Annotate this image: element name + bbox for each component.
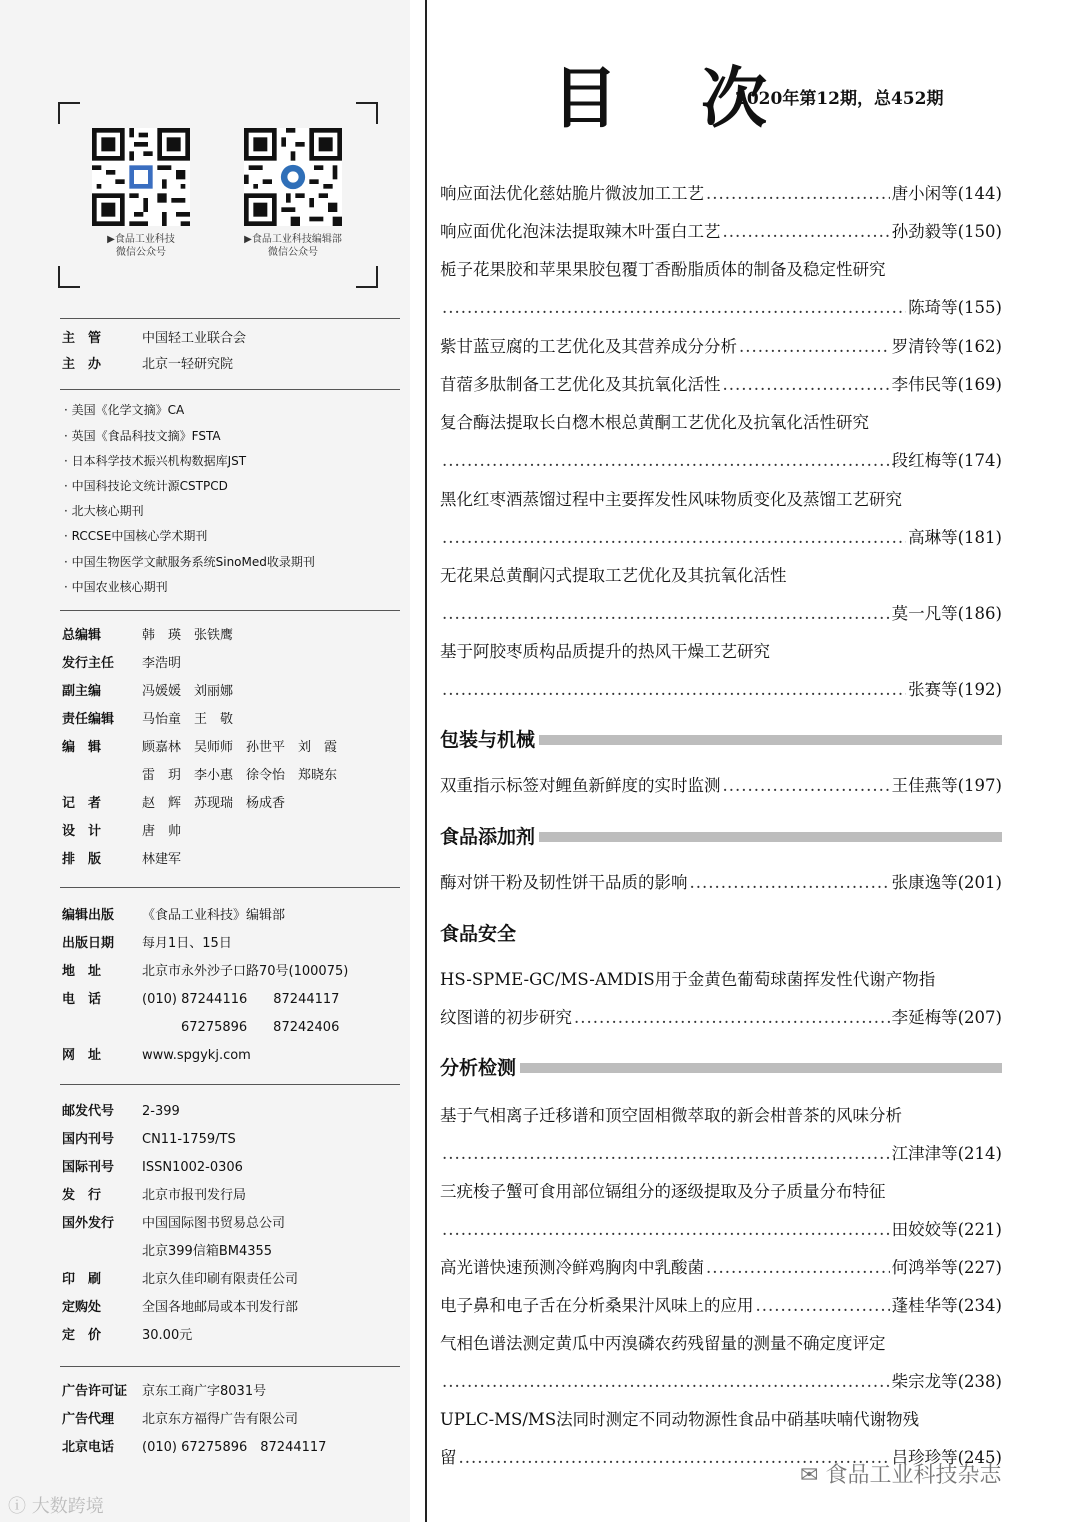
- indexing-item: · 中国科技论文统计源CSTPCD: [64, 479, 228, 493]
- toc-author-page: 莫一凡等(186): [891, 604, 1002, 623]
- toc-title: 电子鼻和电子舌在分析桑果汁风味上的应用: [440, 1296, 754, 1315]
- toc-author-page: 陈琦等(155): [908, 298, 1002, 317]
- distribution-row: [62, 1271, 298, 1289]
- publish-row: [62, 1047, 251, 1065]
- toc-entry[interactable]: [440, 1294, 1002, 1318]
- toc-entry[interactable]: [440, 182, 1002, 206]
- distribution-row: [62, 1159, 243, 1177]
- qr-caption-line: ▶食品工业科技: [107, 234, 175, 245]
- toc-title: 高光谱快速预测冷鲜鸡胸肉中乳酸菌: [440, 1258, 704, 1277]
- leader-dots: [442, 602, 890, 626]
- section-heading: [440, 727, 1002, 753]
- distribution-row: [62, 1299, 298, 1317]
- info-key: 北京电话: [62, 1440, 115, 1455]
- info-value: 67275896 87242406: [142, 1020, 340, 1035]
- leader-dots: [706, 1256, 890, 1280]
- toc-title: 基于阿胶枣质构品质提升的热风干燥工艺研究: [440, 642, 770, 661]
- leader-dots: [442, 296, 906, 320]
- toc-entry[interactable]: [440, 1104, 1002, 1166]
- watermark-right: [800, 1458, 1001, 1489]
- leader-dots: [442, 1370, 890, 1394]
- toc-title: 响应面法优化慈姑脆片微波加工工艺: [440, 184, 704, 203]
- toc-title: 气相色谱法测定黄瓜中丙溴磷农药残留量的测量不确定度评定: [440, 1334, 886, 1353]
- info-value: 赵 辉 苏现瑞 杨成香: [142, 796, 286, 811]
- info-value: 北京久佳印刷有限责任公司: [142, 1272, 299, 1287]
- staff-row: [62, 795, 285, 813]
- info-key: 印 刷: [62, 1272, 102, 1287]
- section-label: 食品添加剂: [440, 824, 539, 850]
- issue-number: 2020年第12期，总452期: [735, 89, 944, 109]
- column-divider: [425, 0, 427, 1522]
- info-key: 排 版: [62, 852, 102, 867]
- toc-entry[interactable]: [440, 488, 1002, 550]
- info-value: 李浩明: [142, 656, 182, 671]
- indexing-item: · 中国农业核心期刊: [64, 580, 168, 594]
- watermark-text: 食品工业科技杂志: [825, 1463, 1002, 1488]
- staff-row: [62, 851, 181, 869]
- leader-dots: [690, 871, 890, 895]
- section-label: 包装与机械: [440, 727, 539, 753]
- indexing-item: · 中国生物医学文献服务系统SinoMed收录期刊: [64, 555, 315, 569]
- info-value: 林建军: [142, 852, 182, 867]
- leader-dots: [442, 449, 890, 473]
- info-value: 30.00元: [142, 1328, 193, 1343]
- watermark-text: 大数跨境: [31, 1496, 104, 1517]
- toc-author-page: 李延梅等(207): [891, 1008, 1002, 1027]
- divider: [60, 318, 400, 319]
- toc-entry[interactable]: [440, 373, 1002, 397]
- section-label: 食品安全: [440, 921, 520, 947]
- info-value: 冯媛媛 刘丽娜: [142, 684, 234, 699]
- info-value: 顾嘉林 吴师师 孙世平 刘 霞: [142, 740, 338, 755]
- toc-title: 三疣梭子蟹可食用部位镉组分的逐级提取及分子质量分布特征: [440, 1182, 886, 1201]
- toc-entry[interactable]: [440, 968, 1002, 1030]
- info-key: 广告许可证: [62, 1384, 128, 1399]
- ads-row: [62, 1439, 326, 1457]
- weibo-icon: ⓘ: [8, 1496, 32, 1517]
- toc-entry[interactable]: [440, 1256, 1002, 1280]
- info-key: 主 办: [62, 357, 102, 372]
- leader-dots: [442, 1142, 890, 1166]
- divider: [60, 1366, 400, 1367]
- wechat-icon: ✉: [800, 1463, 826, 1488]
- info-value: 北京市永外沙子口路70号(100075): [142, 964, 349, 979]
- leader-dots: [723, 373, 890, 397]
- toc-title: 苜蓿多肽制备工艺优化及其抗氧化活性: [440, 375, 721, 394]
- leader-dots: [706, 182, 890, 206]
- section-bar: [440, 1063, 1002, 1073]
- info-key: 编 辑: [62, 740, 102, 755]
- staff-row: [62, 739, 337, 757]
- toc-entry[interactable]: [440, 220, 1002, 244]
- qr-caption-line: 微信公众号: [268, 247, 318, 258]
- info-value: 全国各地邮局或本刊发行部: [142, 1300, 299, 1315]
- leader-dots: [739, 335, 890, 359]
- info-value: 北京399信箱BM4355: [142, 1244, 273, 1259]
- distribution-row: [62, 1327, 192, 1345]
- distribution-row: [62, 1243, 272, 1261]
- info-value: 北京市报刊发行局: [142, 1188, 247, 1203]
- divider: [60, 389, 400, 390]
- toc-entry[interactable]: [440, 564, 1002, 626]
- staff-row: [62, 711, 233, 729]
- info-value: 北京东方福得广告有限公司: [142, 1412, 299, 1427]
- indexing-item: · 日本科学技术振兴机构数据库JST: [64, 454, 247, 468]
- indexing-item: · 美国《化学文摘》CA: [64, 403, 185, 417]
- info-row: [62, 330, 246, 348]
- toc-author-page: 高琳等(181): [908, 528, 1002, 547]
- info-key: 国内刊号: [62, 1132, 115, 1147]
- info-key: 国际刊号: [62, 1160, 115, 1175]
- info-key: 电 话: [62, 992, 102, 1007]
- toc-author-page: 张康逸等(201): [891, 873, 1002, 892]
- qr-caption: [66, 233, 216, 259]
- toc-title: HS-SPME-GC/MS-AMDIS用于金黄色葡萄球菌挥发性代谢产物指: [440, 970, 936, 989]
- toc-title: 酶对饼干粉及韧性饼干品质的影响: [440, 873, 688, 892]
- masthead-panel: [0, 0, 410, 1522]
- info-key: 定购处: [62, 1300, 102, 1315]
- toc-entry[interactable]: [440, 640, 1002, 702]
- toc-title: 复合酶法提取长白楤木根总黄酮工艺优化及抗氧化活性研究: [440, 413, 869, 432]
- info-key: 发行主任: [62, 656, 115, 671]
- publish-row: [62, 935, 232, 953]
- info-value: 韩 瑛 张铁鹰: [142, 628, 234, 643]
- leader-dots: [442, 1218, 890, 1242]
- section-label: 分析检测: [440, 1055, 520, 1081]
- divider: [60, 1084, 400, 1085]
- qr-code-icon: [92, 128, 190, 226]
- toc-author-page: 何鸿举等(227): [891, 1258, 1002, 1277]
- info-row: [62, 356, 233, 374]
- toc-title: 黑化红枣酒蒸馏过程中主要挥发性风味物质变化及蒸馏工艺研究: [440, 490, 902, 509]
- toc-author-page: 唐小闲等(144): [891, 184, 1002, 203]
- page-title: 目 次: [552, 59, 797, 137]
- watermark-left: [8, 1492, 104, 1518]
- info-key: 地 址: [62, 964, 102, 979]
- staff-row: [62, 823, 181, 841]
- distribution-row: [62, 1187, 246, 1205]
- info-key: 邮发代号: [62, 1104, 115, 1119]
- info-value: 每月1日、15日: [142, 936, 232, 951]
- distribution-row: [62, 1103, 180, 1121]
- info-value: 京东工商广字8031号: [142, 1384, 267, 1399]
- divider: [60, 887, 400, 888]
- toc-title: UPLC-MS/MS法同时测定不同动物源性食品中硝基呋喃代谢物残: [440, 1410, 920, 1429]
- indexing-item: · 英国《食品科技文摘》FSTA: [64, 429, 221, 443]
- info-key: 国外发行: [62, 1216, 115, 1231]
- toc-entry[interactable]: [440, 1332, 1002, 1394]
- toc-entry[interactable]: [440, 335, 1002, 359]
- frame-corner: [58, 102, 80, 124]
- frame-corner: [58, 266, 80, 288]
- toc-author-page: 江津津等(214): [891, 1144, 1002, 1163]
- publish-row: [62, 991, 339, 1009]
- publish-row: [62, 1019, 339, 1037]
- toc-author-page: 李伟民等(169): [891, 375, 1002, 394]
- toc-title-cont: 纹图谱的初步研究: [440, 1008, 572, 1027]
- info-key: 记 者: [62, 796, 102, 811]
- toc-author-page: 田姣姣等(221): [891, 1220, 1002, 1239]
- info-key: 广告代理: [62, 1412, 115, 1427]
- staff-row: [62, 767, 337, 785]
- staff-row: [62, 627, 233, 645]
- toc-title: 紫甘蓝豆腐的工艺优化及其营养成分分析: [440, 337, 737, 356]
- info-value: ISSN1002-0306: [142, 1160, 243, 1175]
- info-value: 雷 玥 李小惠 徐令怡 郑晓东: [142, 768, 338, 783]
- info-value: 中国轻工业联合会: [142, 331, 247, 346]
- info-value: www.spgykj.com: [142, 1048, 251, 1063]
- info-value: 《食品工业科技》编辑部: [142, 908, 286, 923]
- section-heading: [440, 921, 1002, 947]
- section-heading: [440, 1055, 1002, 1081]
- distribution-row: [62, 1215, 285, 1233]
- toc-entry[interactable]: [440, 1180, 1002, 1242]
- toc-author-page: 吕珍珍等(245): [891, 1448, 1002, 1467]
- toc-author-page: 柴宗龙等(238): [891, 1372, 1002, 1391]
- info-key: 副主编: [62, 684, 102, 699]
- info-key: 设 计: [62, 824, 102, 839]
- toc-title: 栀子花果胶和苹果果胶包覆丁香酚脂质体的制备及稳定性研究: [440, 260, 886, 279]
- qr-caption-line: ▶食品工业科技编辑部: [244, 234, 342, 245]
- publish-row: [62, 907, 285, 925]
- info-key: 出版日期: [62, 936, 115, 951]
- leader-dots: [442, 526, 906, 550]
- toc-author-page: 王佳燕等(197): [891, 776, 1002, 795]
- toc-author-page: 罗清铃等(162): [891, 337, 1002, 356]
- leader-dots: [723, 220, 890, 244]
- toc-title: 基于气相离子迁移谱和顶空固相微萃取的新会柑普茶的风味分析: [440, 1106, 902, 1125]
- qr-caption: [218, 233, 368, 259]
- leader-dots: [574, 1006, 890, 1030]
- info-key: 总编辑: [62, 628, 102, 643]
- info-value: 中国国际图书贸易总公司: [142, 1216, 286, 1231]
- info-value: 马怡童 王 敬: [142, 712, 234, 727]
- section-heading: [440, 824, 1002, 850]
- toc-title: 双重指示标签对鲤鱼新鲜度的实时监测: [440, 776, 721, 795]
- ads-row: [62, 1411, 298, 1429]
- info-value: 北京一轻研究院: [142, 357, 234, 372]
- info-value: (010) 87244116 87244117: [142, 992, 340, 1007]
- indexing-item: · RCCSE中国核心学术期刊: [64, 529, 208, 543]
- ads-row: [62, 1383, 266, 1401]
- staff-row: [62, 683, 233, 701]
- toc-author-page: 蓬桂华等(234): [891, 1296, 1002, 1315]
- toc-entry[interactable]: [440, 871, 1002, 895]
- leader-dots: [723, 774, 890, 798]
- frame-corner: [356, 266, 378, 288]
- info-key: 网 址: [62, 1048, 102, 1063]
- leader-dots: [756, 1294, 890, 1318]
- info-value: CN11-1759/TS: [142, 1132, 236, 1147]
- toc-title: 响应面优化泡沫法提取辣木叶蛋白工艺: [440, 222, 721, 241]
- divider: [60, 610, 400, 611]
- info-value: (010) 67275896 87244117: [142, 1440, 327, 1455]
- toc-author-page: 孙劲毅等(150): [891, 222, 1002, 241]
- publish-row: [62, 963, 348, 981]
- frame-corner: [356, 102, 378, 124]
- toc-author-page: 段红梅等(174): [891, 451, 1002, 470]
- toc-entry[interactable]: [440, 258, 1002, 320]
- info-key: 主 管: [62, 331, 102, 346]
- toc-entry[interactable]: [440, 411, 1002, 473]
- toc-title-cont: 留: [440, 1448, 457, 1467]
- toc-title: 无花果总黄酮闪式提取工艺优化及其抗氧化活性: [440, 566, 787, 585]
- info-key: 责任编辑: [62, 712, 115, 727]
- toc-author-page: 张赛等(192): [908, 680, 1002, 699]
- qr-caption-line: 微信公众号: [116, 247, 166, 258]
- indexing-item: · 北大核心期刊: [64, 504, 144, 518]
- qr-code-icon: [244, 128, 342, 226]
- toc-entry[interactable]: [440, 774, 1002, 798]
- info-value: 唐 帅: [142, 824, 182, 839]
- info-key: 发 行: [62, 1188, 102, 1203]
- leader-dots: [442, 678, 906, 702]
- info-value: 2-399: [142, 1104, 180, 1119]
- info-key: 定 价: [62, 1328, 102, 1343]
- info-key: 编辑出版: [62, 908, 115, 923]
- distribution-row: [62, 1131, 236, 1149]
- staff-row: [62, 655, 181, 673]
